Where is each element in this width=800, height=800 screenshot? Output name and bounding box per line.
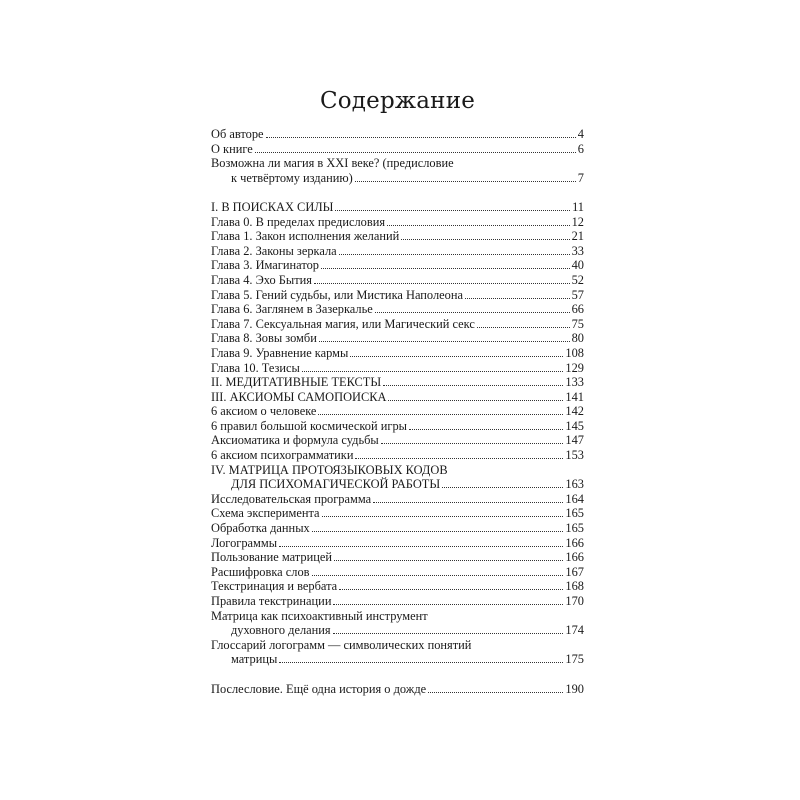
toc-entry[interactable] — [211, 448, 584, 463]
toc-entry-line — [211, 390, 584, 405]
toc-page-number: 166 — [565, 550, 584, 565]
toc-entry-label: I. В ПОИСКАХ СИЛЫ — [211, 199, 334, 214]
toc-entry-label: Глава 4. Эхо Бытия — [211, 272, 312, 287]
dot-leader — [279, 661, 563, 663]
toc-page-number: 165 — [565, 506, 584, 521]
toc-entry[interactable] — [211, 433, 584, 448]
toc-entry[interactable] — [211, 521, 584, 536]
book-page — [211, 86, 584, 696]
toc-entry-line — [211, 404, 584, 419]
toc-entry-line — [211, 302, 584, 317]
toc-entry-line — [211, 638, 584, 653]
dot-leader — [409, 428, 563, 430]
toc-entry-line — [211, 448, 584, 463]
toc-entry-label: Пользование матрицей — [211, 550, 332, 565]
dot-leader — [333, 603, 563, 605]
toc-entry-line — [211, 215, 584, 230]
toc-page-number: 170 — [565, 594, 584, 608]
toc-entry-line — [211, 521, 584, 536]
toc-entry[interactable] — [211, 492, 584, 507]
table-of-contents — [211, 127, 584, 696]
toc-page-number: 142 — [565, 404, 584, 419]
toc-page-number: 141 — [565, 389, 584, 404]
toc-entry-label: III. АКСИОМЫ САМОПОИСКА — [211, 389, 387, 404]
dot-leader — [319, 340, 570, 342]
dot-leader — [314, 282, 570, 284]
toc-entry[interactable] — [211, 229, 584, 244]
dot-leader — [477, 326, 570, 328]
toc-entry-line — [211, 127, 584, 142]
toc-entry-label: ДЛЯ ПСИХОМАГИЧЕСКОЙ РАБОТЫ — [231, 477, 441, 492]
toc-page-number: 153 — [565, 448, 584, 463]
toc-entry-line — [211, 579, 584, 594]
dot-leader — [350, 355, 563, 357]
toc-entry-label: Матрица как психоактивный инструмент — [211, 608, 428, 623]
toc-entry[interactable] — [211, 463, 584, 492]
toc-entry-label: Логограммы — [211, 535, 278, 550]
toc-entry-line — [211, 331, 584, 346]
toc-page-number: 21 — [571, 229, 584, 244]
page-title: Содержание — [319, 88, 476, 114]
toc-entry[interactable] — [211, 594, 584, 609]
toc-page-number: 4 — [577, 127, 584, 141]
toc-entry-label: духовного делания — [231, 623, 331, 638]
toc-entry[interactable] — [211, 200, 584, 215]
toc-entry-line — [211, 536, 584, 551]
toc-entry-label: матрицы — [231, 652, 278, 667]
toc-entry-label: Глава 9. Уравнение кармы — [211, 345, 349, 360]
toc-entry-label: Глава 1. Закон исполнения желаний — [211, 229, 400, 244]
toc-page-number: 33 — [571, 243, 584, 258]
toc-entry-line — [211, 200, 584, 215]
toc-entry-line — [211, 492, 584, 507]
toc-entry[interactable] — [211, 156, 584, 185]
toc-entry[interactable] — [211, 404, 584, 419]
toc-page-number: 174 — [565, 623, 584, 638]
toc-entry-label: Исследовательская программа — [211, 491, 372, 506]
dot-leader — [312, 574, 564, 576]
dot-leader — [312, 530, 564, 532]
toc-entry-label: Глава 0. В пределах предисловия — [211, 214, 386, 229]
toc-page-number: 80 — [571, 331, 584, 346]
toc-entry-line — [211, 361, 584, 376]
toc-page-number: 129 — [565, 360, 584, 375]
dot-leader — [333, 632, 564, 634]
toc-entry-line — [211, 346, 584, 361]
toc-entry-label: О книге — [211, 141, 253, 156]
toc-entry-label: к четвёртому изданию) — [231, 170, 353, 185]
dot-leader — [387, 224, 570, 226]
toc-page-number: 52 — [571, 272, 584, 287]
toc-entry-label: Глава 7. Сексуальная магия, или Магический секс — [211, 316, 475, 331]
toc-entry[interactable] — [211, 565, 584, 580]
toc-page-number: 11 — [572, 199, 584, 214]
toc-entry-label: Глава 8. Зовы зомби — [211, 331, 317, 346]
toc-page-number: 108 — [565, 345, 584, 360]
toc-page-number: 75 — [571, 316, 584, 331]
toc-entry[interactable] — [211, 215, 584, 230]
toc-entry-label: Глава 6. Заглянем в Зазеркалье — [211, 302, 373, 317]
toc-entry[interactable] — [211, 419, 584, 434]
toc-entry[interactable] — [211, 375, 584, 390]
toc-entry-line — [211, 142, 584, 157]
toc-page-number: 165 — [565, 521, 584, 536]
toc-entry-label: Послесловие. Ещё одна история о дожде — [211, 681, 427, 696]
toc-entry-label: Схема эксперимента — [211, 506, 320, 521]
toc-entry-label: Расшифровка слов — [211, 564, 310, 579]
toc-page-number: 167 — [565, 564, 584, 579]
toc-entry-label: 6 аксиом о человеке — [211, 404, 317, 419]
toc-entry-line — [211, 506, 584, 521]
toc-page-number: 175 — [565, 652, 584, 667]
toc-page-number: 168 — [565, 579, 584, 594]
toc-entry-line — [211, 609, 584, 624]
toc-entry[interactable] — [211, 288, 584, 303]
toc-entry[interactable] — [211, 273, 584, 288]
toc-entry[interactable] — [211, 244, 584, 259]
toc-entry-label: Правила текстринации — [211, 594, 332, 608]
dot-leader — [388, 399, 563, 401]
toc-entry-label: Глава 10. Тезисы — [211, 360, 300, 375]
toc-entry[interactable] — [211, 536, 584, 551]
toc-entry-line — [211, 375, 584, 390]
toc-entry-label: Глава 2. Законы зеркала — [211, 243, 337, 258]
dot-leader — [401, 238, 569, 240]
toc-page-number: 40 — [571, 258, 584, 273]
toc-entry-label: Текстринация и вербата — [211, 579, 338, 594]
dot-leader — [373, 501, 563, 503]
toc-entry-line — [211, 317, 584, 332]
toc-entry-label: Об авторе — [211, 127, 264, 141]
dot-leader — [339, 588, 563, 590]
toc-page-number: 12 — [571, 214, 584, 229]
toc-page-number: 163 — [565, 477, 584, 492]
dot-leader — [355, 180, 576, 182]
toc-entry[interactable] — [211, 579, 584, 594]
toc-entry-label: 6 аксиом психограмматики — [211, 448, 354, 463]
toc-entry[interactable] — [211, 361, 584, 376]
toc-page-number: 190 — [565, 681, 584, 696]
toc-entry-label: Обработка данных — [211, 521, 310, 536]
dot-leader — [335, 209, 570, 211]
dot-leader — [279, 545, 563, 547]
toc-entry[interactable] — [211, 317, 584, 332]
dot-leader — [465, 297, 570, 299]
toc-entry-line-continued — [211, 171, 584, 186]
toc-page-number: 57 — [571, 287, 584, 302]
toc-page-number: 6 — [577, 141, 584, 156]
toc-entry[interactable] — [211, 331, 584, 346]
toc-entry[interactable] — [211, 302, 584, 317]
toc-page-number: 7 — [577, 170, 584, 185]
toc-entry[interactable] — [211, 609, 584, 638]
toc-page-number: 145 — [565, 418, 584, 433]
toc-entry-label: Глоссарий логограмм — символических понятий — [211, 637, 472, 652]
toc-entry-line — [211, 156, 584, 171]
toc-page-number: 147 — [565, 433, 584, 448]
toc-entry[interactable] — [211, 506, 584, 521]
toc-entry-label: Возможна ли магия в XXI веке? (предисловие — [211, 156, 454, 171]
toc-entry-label: 6 правил большой космической игры — [211, 418, 407, 433]
dot-leader — [322, 515, 564, 517]
dot-leader — [321, 267, 570, 269]
dot-leader — [428, 691, 563, 693]
dot-leader — [355, 457, 563, 459]
dot-leader — [383, 384, 563, 386]
toc-entry[interactable] — [211, 682, 584, 697]
toc-entry-line — [211, 550, 584, 565]
toc-entry-label: Глава 5. Гений судьбы, или Мистика Наполеона — [211, 287, 463, 302]
toc-entry[interactable] — [211, 142, 584, 157]
toc-entry-line — [211, 273, 584, 288]
toc-entry-line — [211, 229, 584, 244]
toc-entry-label: Аксиоматика и формула судьбы — [211, 433, 379, 448]
dot-leader — [339, 253, 570, 255]
toc-entry-line — [211, 419, 584, 434]
toc-entry[interactable] — [211, 346, 584, 361]
toc-page-number: 164 — [565, 491, 584, 506]
toc-entry-label: II. МЕДИТАТИВНЫЕ ТЕКСТЫ — [211, 375, 382, 390]
toc-page-number: 166 — [565, 535, 584, 550]
toc-entry-line-continued — [211, 623, 584, 638]
toc-entry-line — [211, 288, 584, 303]
toc-entry-line — [211, 433, 584, 448]
dot-leader — [334, 559, 563, 561]
toc-entry-line — [211, 594, 584, 609]
dot-leader — [255, 151, 576, 153]
toc-entry-line — [211, 244, 584, 259]
toc-entry-line-continued — [211, 477, 584, 492]
dot-leader — [442, 486, 563, 488]
dot-leader — [375, 311, 570, 313]
toc-entry[interactable] — [211, 638, 584, 667]
toc-entry-line — [211, 463, 584, 478]
toc-entry-label: Глава 3. Имагинатор — [211, 258, 319, 273]
toc-entry[interactable] — [211, 390, 584, 405]
dot-leader — [318, 413, 563, 415]
toc-entry-line — [211, 682, 584, 697]
toc-entry-line — [211, 565, 584, 580]
toc-entry[interactable] — [211, 550, 584, 565]
toc-page-number: 133 — [565, 375, 584, 390]
toc-entry-line — [211, 258, 584, 273]
dot-leader — [381, 442, 564, 444]
dot-leader — [266, 136, 576, 138]
toc-entry[interactable] — [211, 127, 584, 142]
dot-leader — [302, 370, 564, 372]
toc-page-number: 66 — [571, 302, 584, 317]
toc-entry-line-continued — [211, 652, 584, 667]
toc-entry-label: IV. МАТРИЦА ПРОТОЯЗЫКОВЫХ КОДОВ — [211, 462, 448, 477]
toc-entry[interactable] — [211, 258, 584, 273]
